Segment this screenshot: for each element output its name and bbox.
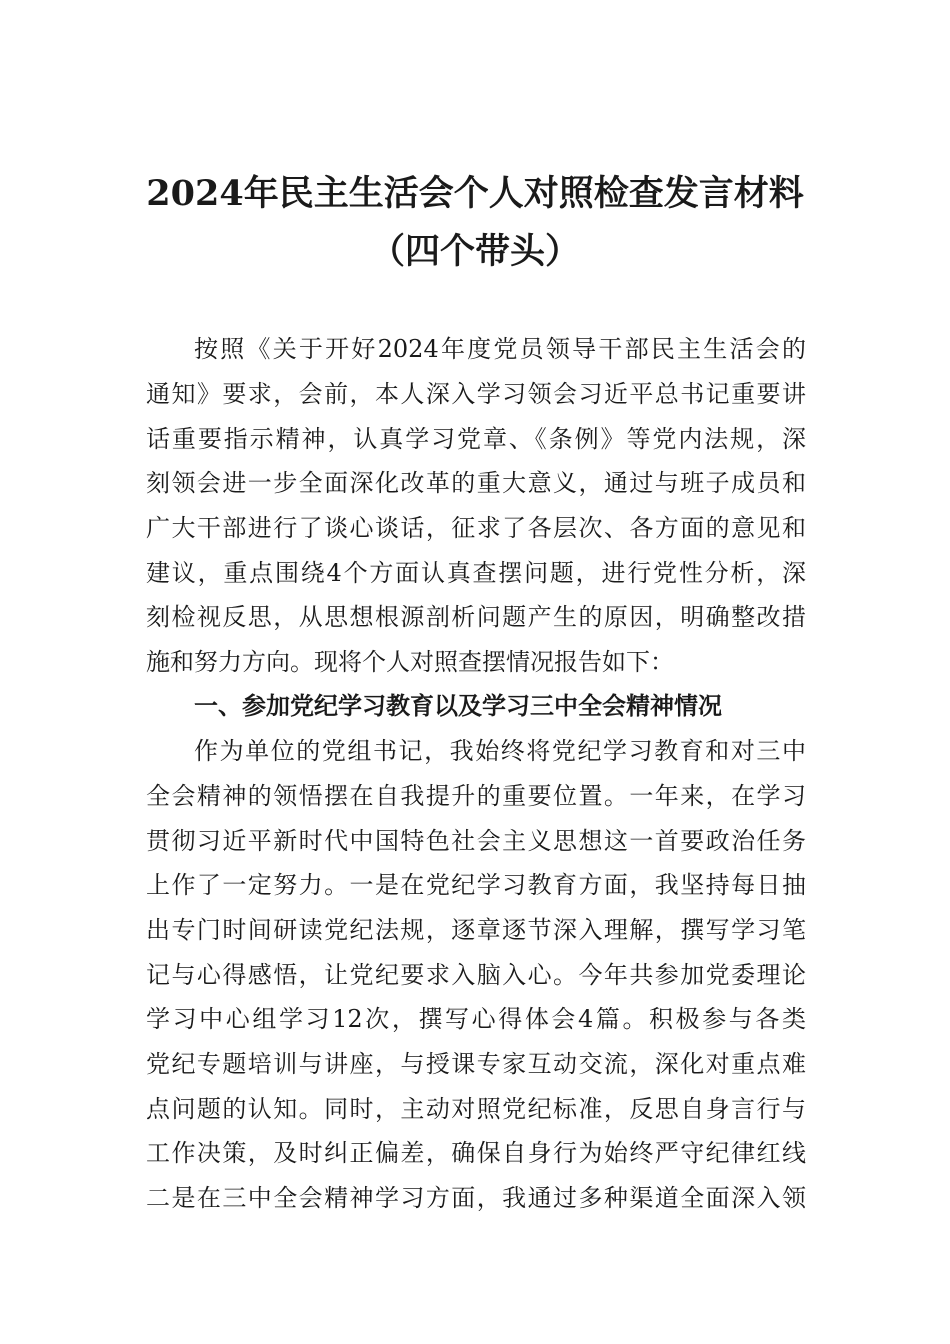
paragraph-line: 广大干部进行了谈心谈话，征求了各层次、各方面的意见和 bbox=[146, 514, 806, 542]
paragraph-line: 刻领会进一步全面深化改革的重大意义，通过与班子成员和 bbox=[146, 469, 806, 497]
paragraph-line: 二是在三中全会精神学习方面，我通过多种渠道全面深入领 bbox=[146, 1184, 806, 1212]
document-subtitle: （四个带头） bbox=[369, 231, 580, 272]
paragraph-line: 按照《关于开好2024年度党员领导干部民主生活会的 bbox=[194, 335, 806, 363]
paragraph-line: 学习中心组学习12次，撰写心得体会4篇。积极参与各类 bbox=[146, 1005, 806, 1033]
paragraph-line: 通知》要求，会前，本人深入学习领会习近平总书记重要讲 bbox=[146, 380, 806, 408]
paragraph-line: 建议，重点围绕4个方面认真查摆问题，进行党性分析，深 bbox=[146, 559, 806, 587]
paragraph-line: 工作决策，及时纠正偏差，确保自身行为始终严守纪律红线 bbox=[146, 1139, 806, 1167]
paragraph-line: 话重要指示精神，认真学习党章、《条例》等党内法规，深 bbox=[146, 425, 806, 453]
paragraph-line: 贯彻习近平新时代中国特色社会主义思想这一首要政治任务 bbox=[146, 827, 806, 855]
paragraph-line: 全会精神的领悟摆在自我提升的重要位置。一年来，在学习 bbox=[146, 782, 806, 810]
paragraph-line: 点问题的认知。同时，主动对照党纪标准，反思自身言行与 bbox=[146, 1095, 806, 1123]
section-heading: 一、参加党纪学习教育以及学习三中全会精神情况 bbox=[194, 692, 722, 720]
document-title: 2024年民主生活会个人对照检查发言材料 bbox=[146, 173, 804, 214]
paragraph-line: 记与心得感悟，让党纪要求入脑入心。今年共参加党委理论 bbox=[146, 961, 806, 989]
paragraph-line: 刻检视反思，从思想根源剖析问题产生的原因，明确整改措 bbox=[146, 603, 806, 631]
paragraph-line: 党纪专题培训与讲座，与授课专家互动交流，深化对重点难 bbox=[146, 1050, 806, 1078]
paragraph-line: 施和努力方向。现将个人对照查摆情况报告如下： bbox=[146, 648, 674, 676]
paragraph-line: 作为单位的党组书记，我始终将党纪学习教育和对三中 bbox=[194, 737, 806, 765]
paragraph-line: 出专门时间研读党纪法规，逐章逐节深入理解，撰写学习笔 bbox=[146, 916, 806, 944]
paragraph-line: 上作了一定努力。一是在党纪学习教育方面，我坚持每日抽 bbox=[146, 871, 806, 899]
